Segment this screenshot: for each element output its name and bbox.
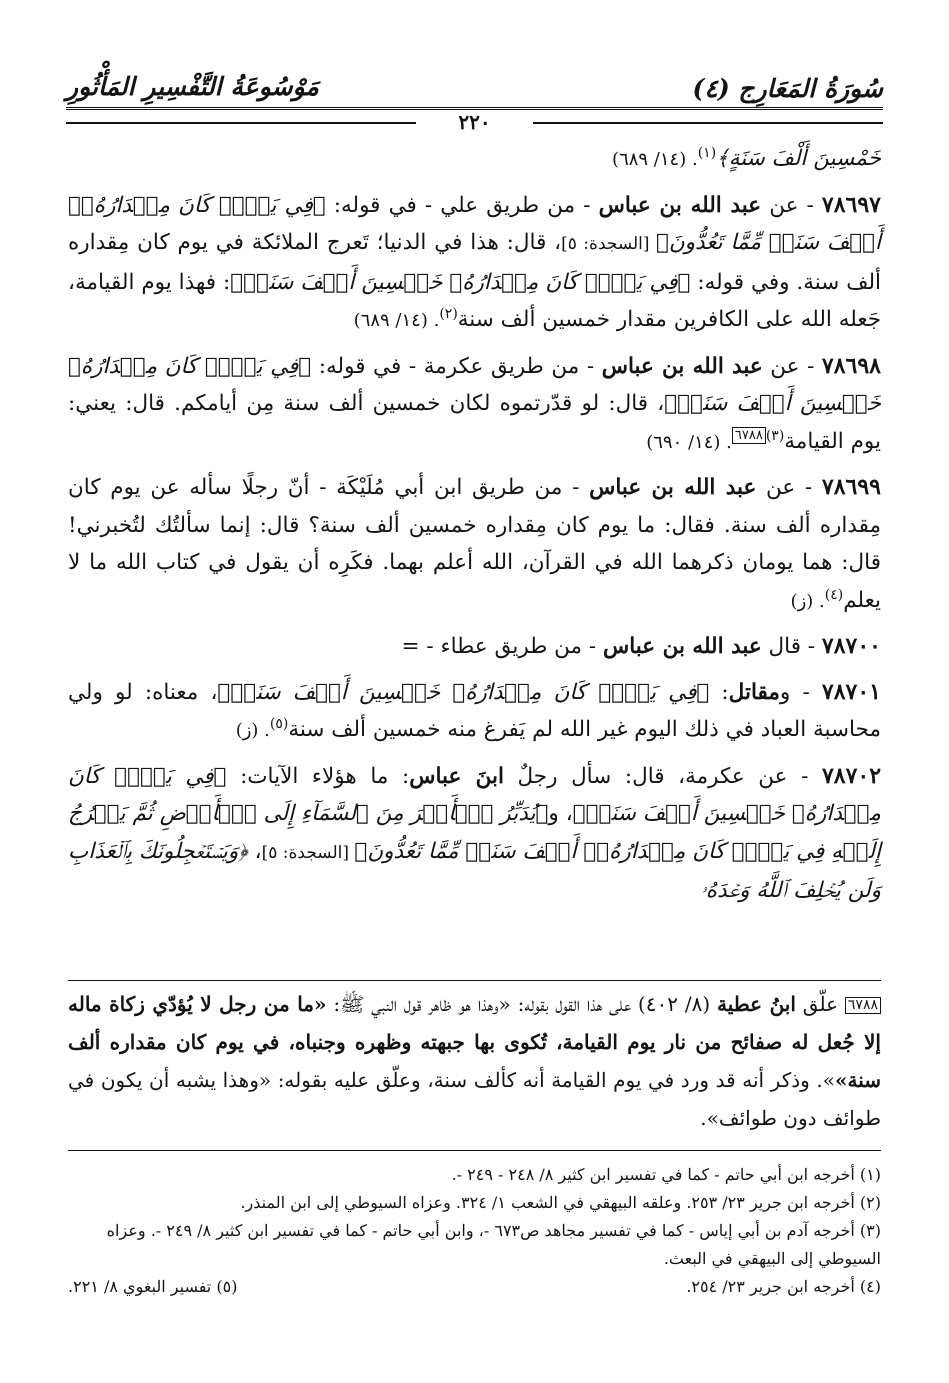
entry-lead: - عن [756, 475, 822, 500]
quran-verse: ﴿فِي يَوۡمٖ كَانَ مِقۡدَارُهُۥ خَمۡسِينَ أَلۡفَ سَنَةٖ﴾ [68, 763, 881, 826]
narrator-name: ابنَ عباس [409, 763, 504, 789]
entry-lead: - عن [761, 192, 822, 218]
entry-number: ٧٨٧٠٢ [821, 762, 882, 789]
page-number-row [66, 110, 883, 136]
entry-text: - من طريق عطاء - = [401, 634, 603, 659]
entry-text: ، معناه: لو ولي محاسبة العباد في ذلك اليوم غير الله لم يَفرغ منه خمسين ألف سنة [68, 679, 881, 742]
quran-verse: ﴿فِي يَوۡمٖ كَانَ مِقۡدَارُهُۥ خَمۡسِينَ أَلۡفَ سَنَةٖ﴾ [230, 269, 691, 295]
narrator-name: مقاتل [728, 679, 780, 705]
citation: . (ز) [790, 590, 825, 612]
quran-verse: ﴿يُدَبِّرُ ٱلۡأَمۡرَ مِنَ ٱلسَّمَآءِ إِلَى ٱلۡأَرۡضِ ثُمَّ يَعۡرُجُ إِلَيۡهِ فِي يَوۡمٖ كَانَ مِقۡدَارُهُۥٓ أَلۡفَ سَنَةٖ مِّمَّا تَعُدُّونَ﴾ [68, 801, 882, 864]
narrator-name: عبد الله بن عباس [589, 475, 757, 500]
entry-78698 [68, 348, 881, 462]
entry-lead: - قال [761, 634, 822, 659]
commentary-ref-box: ٦٧٨٨ [732, 427, 766, 444]
footnote-ref: (٢) [439, 305, 458, 322]
entry-text: ، قال: هذا في الدنيا؛ تَعرج الملائكة في يوم كان مِقداره ألف سنة. وفي قوله: [68, 230, 881, 295]
narrator-name: عبد الله بن عباس [602, 634, 762, 659]
footnote-pair [68, 1273, 881, 1301]
entry-78700 [68, 628, 881, 666]
entry-number: ٧٨٧٠١ [821, 678, 881, 705]
page-number: ٢٢٠ [458, 110, 491, 134]
entry-lead: - و [779, 679, 822, 705]
entry-text: ، و [548, 801, 573, 826]
commentary-ref-box: ٦٧٨٨ [845, 997, 881, 1014]
surah-header: سُورَةُ المَعَارِج (٤) [692, 74, 883, 103]
verse-reference: [السجدة: ٥] [261, 842, 355, 863]
quran-verse: ﴿فِي يَوۡمٖ كَانَ مِقۡدَارُهُۥٓ أَلۡفَ سَنَةٖ مِّمَّا تَعُدُّونَ﴾ [68, 192, 881, 255]
book-title: مَوْسُوعَةُ التَّفْسِيرِ المَأْثُورِ [66, 72, 319, 101]
entry-text: - من طريق عكرمة - في قوله: [311, 353, 602, 379]
entry-78701 [68, 674, 881, 750]
citation: . (ز) [235, 720, 270, 741]
quran-verse: ﴿فِي يَوۡمٖ كَانَ مِقۡدَارُهُۥ خَمۡسِينَ أَلۡفَ سَنَةٖ﴾ [217, 679, 710, 705]
entry-text: - من طريق ابن أبي مُلَيْكَة - أنّ رجلًا سأله عن يوم كان مِقداره ألف سنة. فقال: ما يوم كان مِقداره خمسين ألف سنة؟ قال: إنما سألتُك لتُخبرني! قال: هما يومان ذكرهما الله في القرآن، الله أعلم بهما. فكَرِه أن يقول في كتاب الله ما لا يعلم [68, 475, 881, 613]
footnote-4: (٤) أخرجه ابن جرير ٢٣/ ٢٥٤. [686, 1277, 881, 1296]
footnote-2: (٢) أخرجه ابن جرير ٢٣/ ٢٥٣. وعلقه البيهقي في الشعب ١/ ٣٢٤. وعزاه السيوطي إلى ابن المنذر. [240, 1193, 881, 1212]
narrator-name: عبد الله بن عباس [598, 192, 762, 218]
entry-number: ٧٨٦٩٩ [821, 474, 881, 500]
running-head [66, 70, 883, 110]
citation: . (١٤/ ٦٩٠) [646, 431, 732, 453]
entry-text: : [709, 679, 729, 705]
verse-reference: [السجدة: ٥] [561, 234, 656, 254]
entry-text: ، [247, 838, 262, 864]
entry-number: ٧٨٦٩٨ [821, 352, 881, 379]
quran-verse: ﴿وَيَسۡتَعۡجِلُونَكَ بِٱلۡعَذَابِ وَلَن يُخۡلِفَ ٱللَّهُ وَعۡدَهُۥ [68, 838, 881, 903]
entry-text: - من طريق علي - في قوله: [325, 192, 599, 218]
entry-text: ، قال: لو قدّرتموه لكان خمسين ألف سنة مِن أيامكم. قال: يعني: يوم القيامة [68, 391, 881, 454]
commentary-note [68, 980, 881, 1137]
entry-text: : فهذا يوم القيامة، جَعله الله على الكافرين مقدار خمسين ألف سنة [68, 269, 881, 332]
quran-verse: ﴿فِي يَوۡمٖ كَانَ مِقۡدَارُهُۥ خَمۡسِينَ أَلۡفَ سَنَةٖ﴾ [68, 353, 881, 416]
footnote-1: (١) أخرجه ابن أبي حاتم - كما في تفسير ابن كثير ٨/ ٢٤٨ - ٢٤٩ -. [451, 1165, 881, 1184]
hadith-quote: «ما من رجل لا يُؤدّي زكاة ماله إلا جُعل له صفائح من نار يوم القيامة، تُكوى بها جبهته وظهره وجنباه، في يوم كان مقداره ألف سنة» [68, 992, 881, 1092]
page-body [68, 140, 881, 918]
entry-continuation [68, 140, 881, 179]
footnote-ref: (٣) [765, 427, 785, 444]
entry-number: ٧٨٧٠٠ [821, 633, 881, 659]
footnote-ref: (٥) [269, 715, 289, 732]
footnote-3: (٣) أخرجه آدم بن أبي إياس - كما في تفسير مجاهد ص٦٧٣ -، وابن أبي حاتم - كما في تفسير ابن كثير ٨/ ٢٤٩ -. وعزاه السيوطي إلى البيهقي في البعث. [106, 1221, 881, 1268]
entry-lead: - عن [762, 353, 822, 379]
narrator-name: عبد الله بن عباس [601, 353, 763, 379]
note-author: ابنُ عطية [717, 992, 796, 1016]
note-text: ». وذكر أنه قد ورد في يوم القيامة أنه كألف سنة، وعلّق عليه بقوله: «وهذا يشبه أن يكون في طوائف دون طوائف». [68, 1068, 881, 1130]
footnote-ref: (١) [697, 144, 717, 161]
note-lead: علّق [795, 992, 845, 1016]
entry-text: : ما هؤلاء الآيات: [226, 763, 410, 789]
footnote-5: (٥) تفسير البغوي ٨/ ٢٢١. [68, 1277, 238, 1296]
entry-78702 [68, 758, 881, 910]
citation: . (١٤/ ٦٨٩) [353, 310, 440, 331]
entry-78697 [68, 187, 881, 340]
citation: . (١٤/ ٦٨٩) [612, 149, 698, 170]
footnote-ref: (٤) [824, 586, 844, 603]
entry-number: ٧٨٦٩٧ [821, 191, 881, 218]
entry-lead: - عن عكرمة، قال: سأل رجلٌ [503, 763, 822, 789]
footnotes [68, 1150, 881, 1301]
quran-verse: خَمْسِينَ أَلْفَ سَنَةٍ﴾ [716, 146, 881, 171]
entry-78699 [68, 469, 881, 620]
note-text: (٨/ ٤٠٢) على هذا القول بقوله: «وهذا هو ظاهر قول النبي ﷺ: [326, 992, 717, 1016]
